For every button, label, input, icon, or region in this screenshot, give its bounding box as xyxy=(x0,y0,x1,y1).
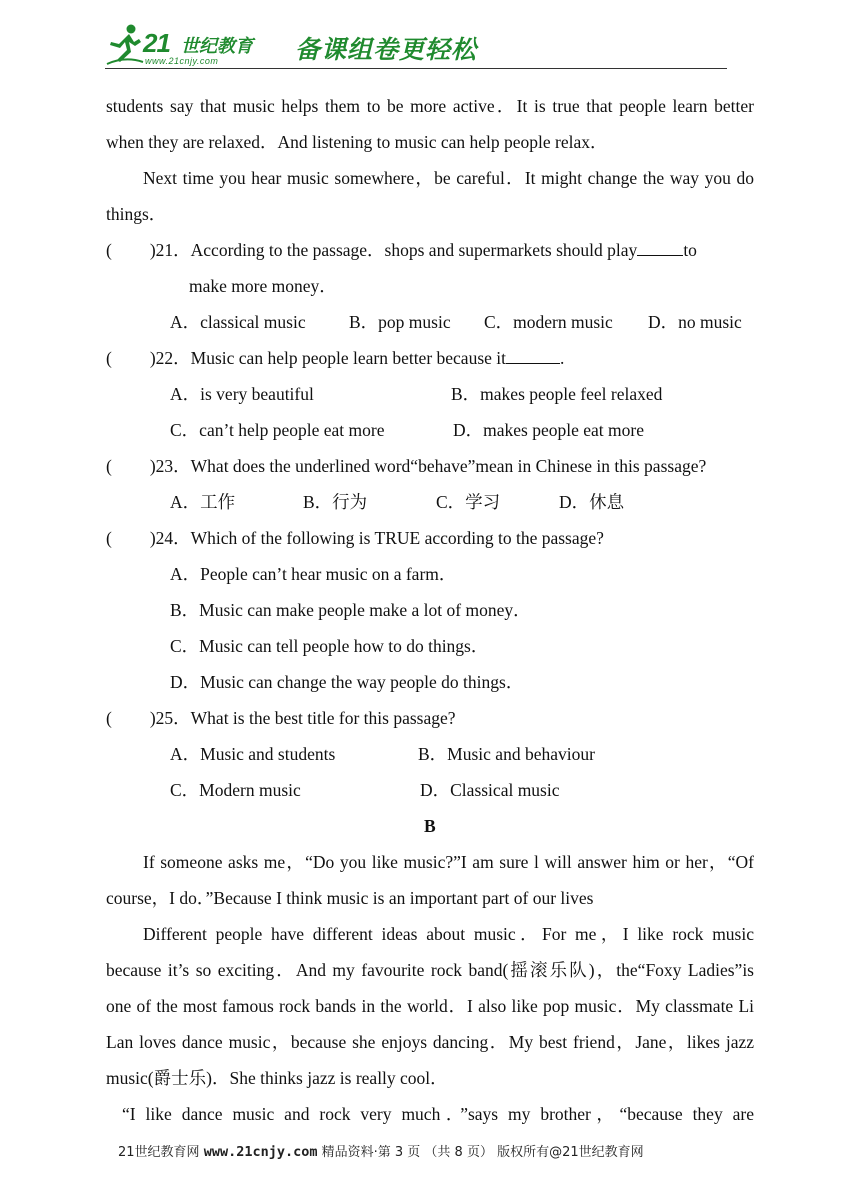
option-a: A．People can’t hear music on a farm． xyxy=(170,564,457,584)
question-23 xyxy=(106,456,706,476)
footer-site: 21世纪教育网 xyxy=(118,1145,200,1160)
question-stem-continued: make more money． xyxy=(189,276,337,296)
passage-line: music(爵士乐)．She thinks jazz is really cool． xyxy=(106,1068,448,1088)
passage-line: course，I do．”Because I think music is an important part of our lives xyxy=(106,888,594,908)
option-a: A．Music and students xyxy=(170,744,336,764)
question-stem: 24．Which of the following is TRUE according to the passage? xyxy=(155,528,604,548)
option-d: D．Music can change the way people do things． xyxy=(170,672,524,692)
answer-paren-open: ( xyxy=(106,528,112,548)
passage-line: Different people have different ideas about music．For me，I like rock music xyxy=(143,924,754,944)
option-b: B．pop music xyxy=(349,312,451,332)
option-d: D．休息 xyxy=(559,492,625,512)
footer-info: 精品资料·第 3 页 （共 8 页） 版权所有@21世纪教育网 xyxy=(321,1145,644,1160)
page-header xyxy=(105,22,727,70)
question-24 xyxy=(106,528,604,548)
option-b: B．Music and behaviour xyxy=(418,744,595,764)
question-stem-end: to xyxy=(683,240,697,260)
runner-logo-icon xyxy=(105,22,145,66)
answer-paren-open: ( xyxy=(106,348,112,368)
brand-name: 世纪教育 xyxy=(181,36,253,57)
option-b: B．Music can make people make a lot of money． xyxy=(170,600,531,620)
passage-line: Next time you hear music somewhere，be careful．It might change the way you do xyxy=(143,168,754,188)
option-c: C．学习 xyxy=(436,492,501,512)
footer-url[interactable]: www.21cnjy.com xyxy=(203,1144,318,1160)
passage-line: students say that music helps them to be more active．It is true that people learn better xyxy=(106,96,754,116)
answer-paren-close: ) xyxy=(149,708,156,728)
fill-blank[interactable] xyxy=(637,241,683,256)
question-stem: 25．What is the best title for this passage? xyxy=(155,708,456,728)
answer-paren-close: ) xyxy=(149,348,156,368)
answer-paren-open: ( xyxy=(106,240,112,260)
brand-url: www.21cnjy.com xyxy=(145,56,219,66)
answer-paren-close: ) xyxy=(149,528,156,548)
answer-paren-open: ( xyxy=(106,708,112,728)
answer-paren-open: ( xyxy=(106,456,112,476)
option-c: C．can’t help people eat more xyxy=(170,420,385,440)
header-slogan: 备课组卷更轻松 xyxy=(295,35,478,64)
question-stem: 23．What does the underlined word“behave”mean in Chinese in this passage? xyxy=(155,456,707,476)
option-d: D．Classical music xyxy=(420,780,560,800)
page-footer xyxy=(118,1141,644,1160)
passage-line: If someone asks me，“Do you like music?”I am sure l will answer him or her，“Of xyxy=(143,852,754,872)
answer-paren-close: ) xyxy=(149,240,156,260)
question-22 xyxy=(106,348,564,368)
question-25 xyxy=(106,708,456,728)
question-stem: 22．Music can help people learn better because it xyxy=(155,348,507,368)
option-c: C．Music can tell people how to do things． xyxy=(170,636,489,656)
question-stem-end: . xyxy=(560,348,565,368)
passage-line: one of the most famous rock bands in the world．I also like pop music．My classmate Li xyxy=(106,996,754,1016)
brand-number: 21 xyxy=(143,28,170,58)
option-c: C．Modern music xyxy=(170,780,301,800)
section-heading: B xyxy=(424,816,436,836)
question-21 xyxy=(106,240,697,260)
passage-line: when they are relaxed．And listening to music can help people relax． xyxy=(106,132,608,152)
option-b: B．行为 xyxy=(303,492,368,512)
passage-line: “I like dance music and rock very much．”says my brother，“because they are xyxy=(122,1104,754,1124)
passage-line: things． xyxy=(106,204,167,224)
option-a: A．工作 xyxy=(170,492,236,512)
option-c: C．modern music xyxy=(484,312,613,332)
header-divider xyxy=(105,68,727,69)
option-d: D．makes people eat more xyxy=(453,420,644,440)
passage-line: because it’s so exciting．And my favourite rock band(摇滚乐队)，the“Foxy Ladies”is xyxy=(106,960,754,980)
option-a: A．classical music xyxy=(170,312,306,332)
option-a: A．is very beautiful xyxy=(170,384,314,404)
fill-blank[interactable] xyxy=(506,349,560,364)
option-b: B．makes people feel relaxed xyxy=(451,384,663,404)
option-d: D．no music xyxy=(648,312,742,332)
question-stem: 21．According to the passage．shops and supermarkets should play xyxy=(155,240,638,260)
answer-paren-close: ) xyxy=(149,456,156,476)
passage-line: Lan loves dance music，because she enjoys dancing．My best friend，Jane，likes jazz xyxy=(106,1032,754,1052)
